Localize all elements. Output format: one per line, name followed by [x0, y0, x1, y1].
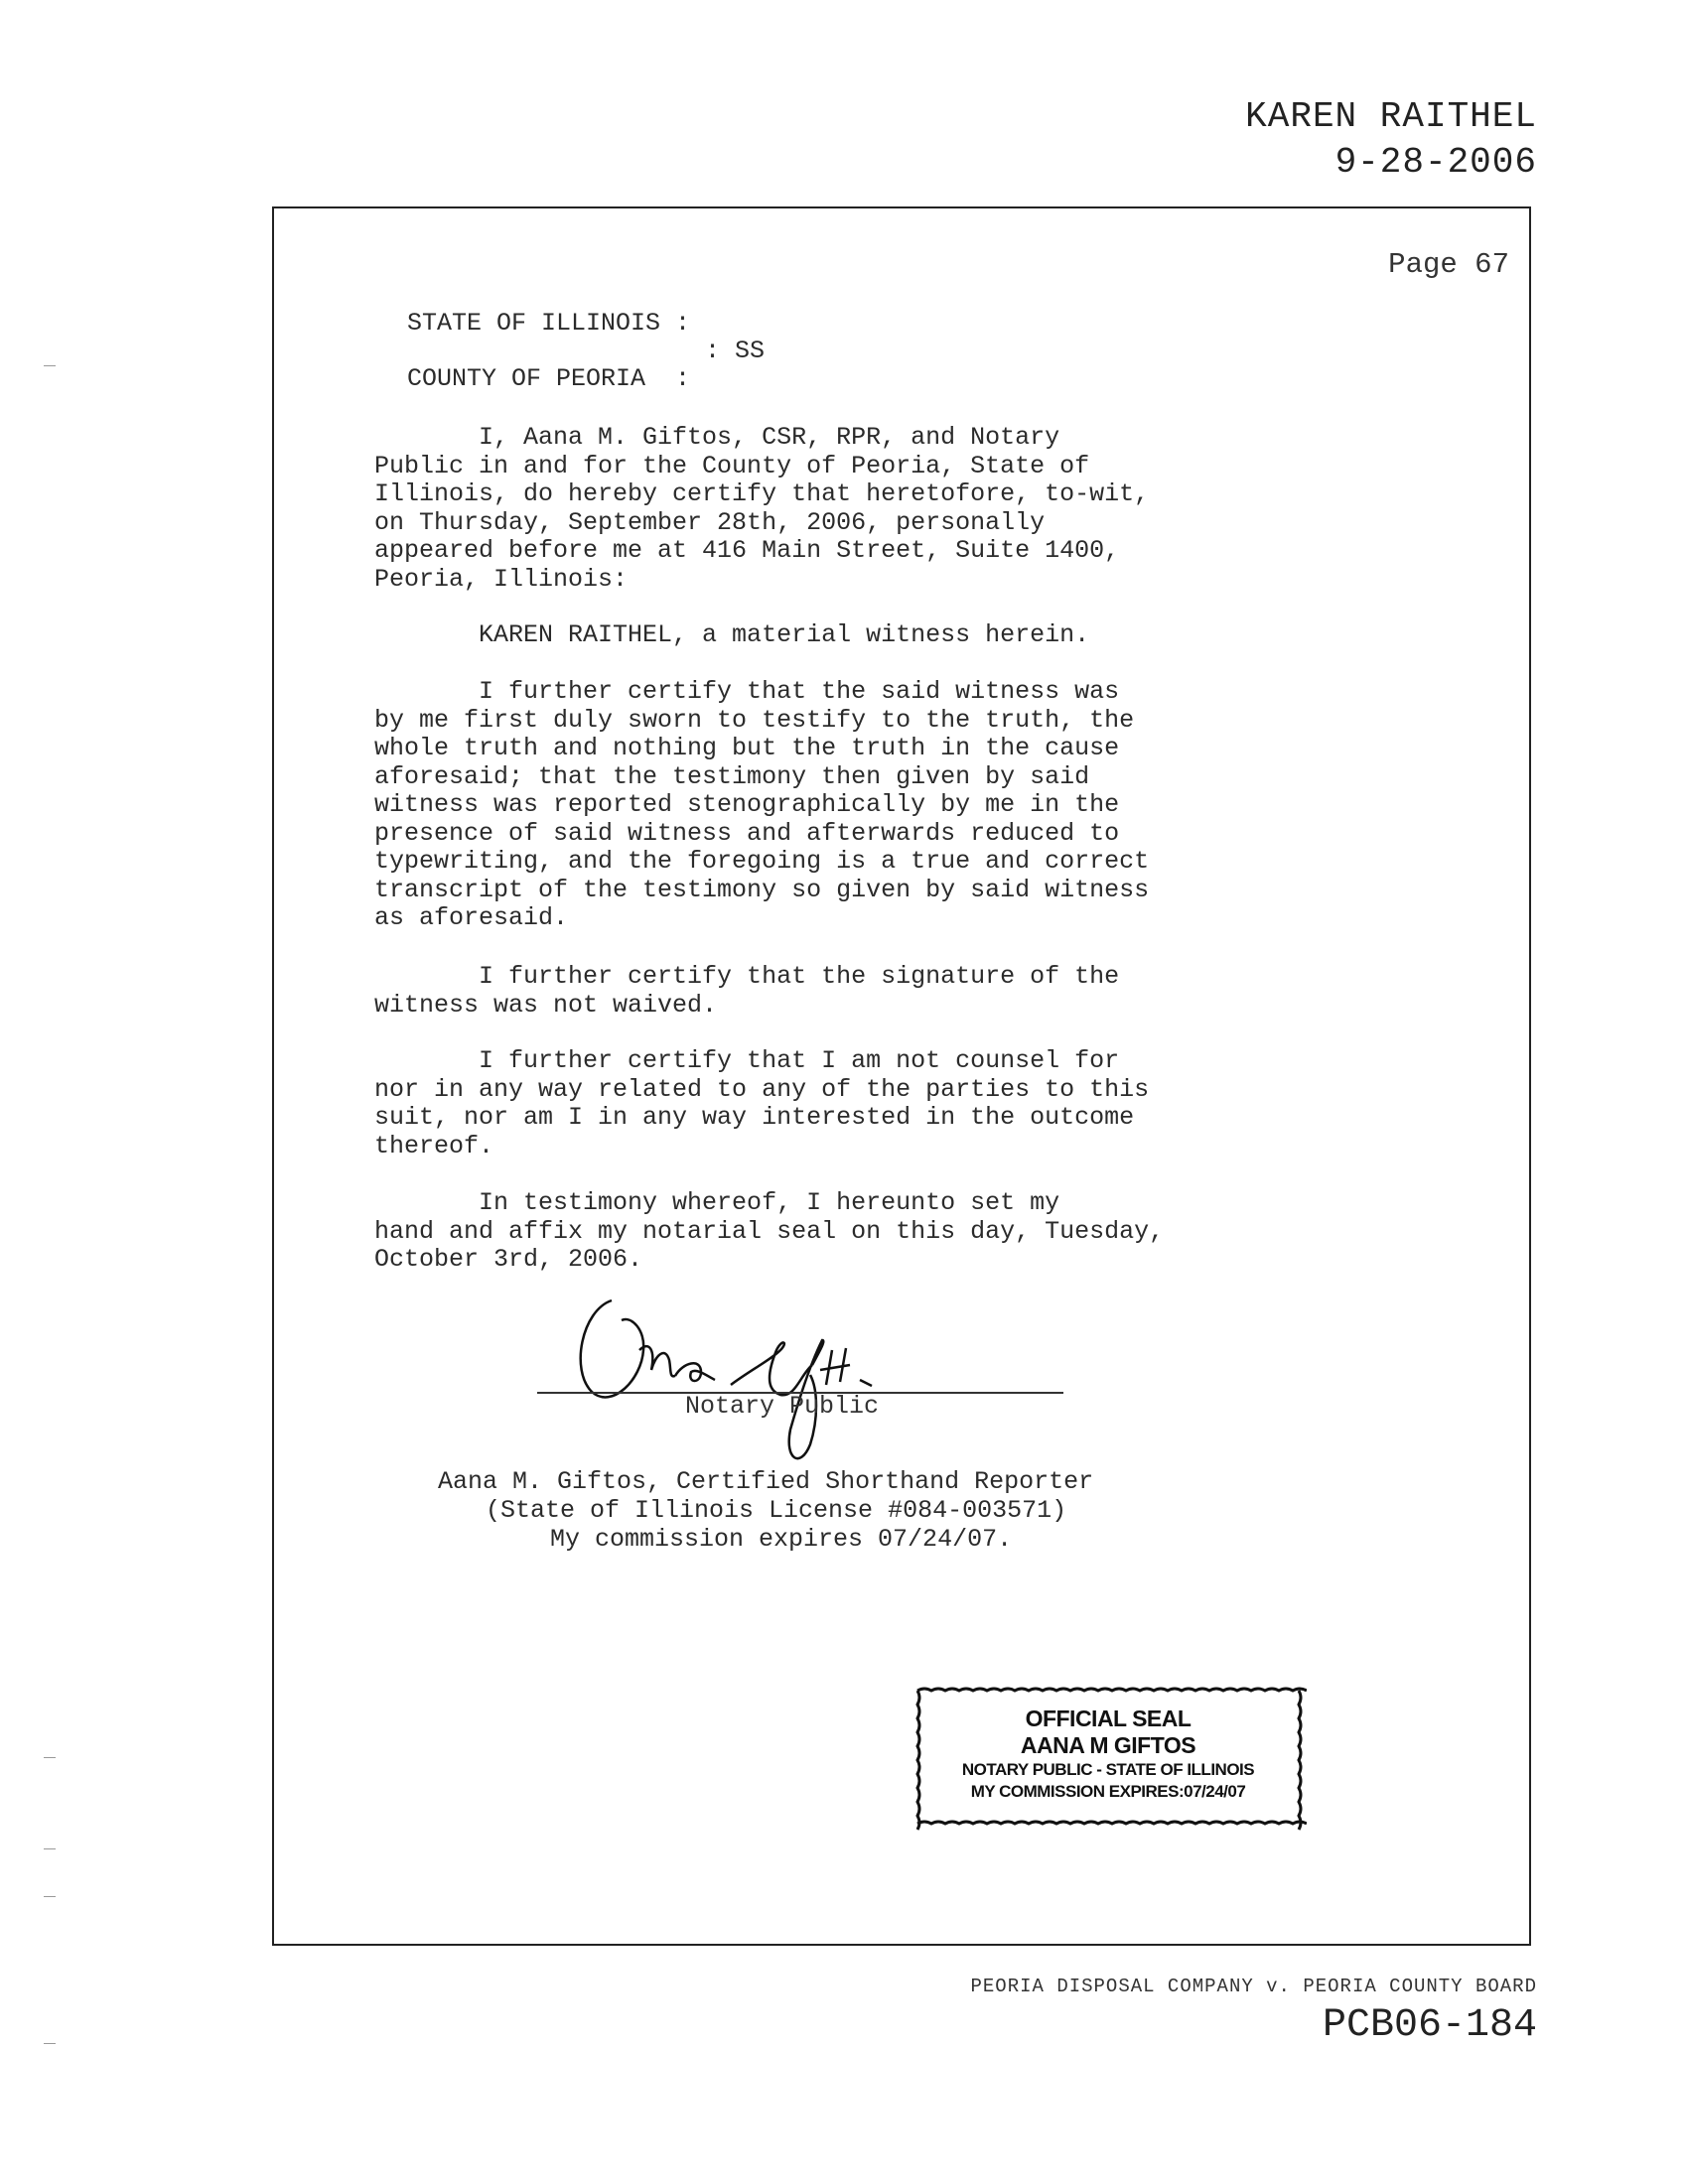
- signature-paragraph: [374, 963, 1119, 1020]
- text-line: thereof.: [374, 1131, 494, 1160]
- official-notary-seal: [910, 1683, 1307, 1832]
- text-line: typewriting, and the foregoing is a true and correct: [374, 847, 1150, 876]
- seal-jurisdiction: NOTARY PUBLIC - STATE OF ILLINOIS: [961, 1760, 1255, 1779]
- deposition-date: 9-28-2006: [1334, 142, 1537, 183]
- notary-signature: [552, 1281, 929, 1479]
- text-line: appeared before me at 416 Main Street, Suite 1400,: [374, 536, 1120, 565]
- case-caption: PEORIA DISPOSAL COMPANY v. PEORIA COUNTY BOARD: [970, 1976, 1537, 1997]
- text-line: witness was reported stenographically by me in the: [374, 790, 1120, 819]
- seal-name: AANA M GIFTOS: [1020, 1732, 1196, 1758]
- text-line: I further certify that the signature of the: [374, 962, 1120, 991]
- deponent-name: KAREN RAITHEL: [1245, 96, 1537, 137]
- margin-mark: [44, 1757, 56, 1758]
- text-line: hand and affix my notarial seal on this day, Tuesday,: [374, 1216, 1165, 1246]
- text-line: I, Aana M. Giftos, CSR, RPR, and Notary: [374, 423, 1060, 452]
- text-line: Illinois, do hereby certify that heretofore, to-wit,: [374, 479, 1150, 508]
- text-line: suit, nor am I in any way interested in the outcome: [374, 1103, 1135, 1132]
- page-number: Page 67: [1388, 248, 1509, 281]
- margin-mark: [44, 1848, 56, 1849]
- reporter-commission: My commission expires 07/24/07.: [550, 1525, 1013, 1554]
- reporter-name: Aana M. Giftos, Certified Shorthand Reporter: [438, 1467, 1094, 1496]
- seal-expiration: MY COMMISSION EXPIRES:07/24/07: [970, 1782, 1246, 1801]
- text-line: I further certify that the said witness was: [374, 677, 1120, 706]
- text-line: October 3rd, 2006.: [374, 1245, 643, 1274]
- margin-mark: [44, 1896, 56, 1897]
- text-line: Peoria, Illinois:: [374, 564, 629, 594]
- text-line: transcript of the testimony so given by said witness: [374, 875, 1150, 904]
- certification-paragraph-1: [374, 424, 1149, 594]
- sworn-paragraph: [374, 678, 1149, 933]
- text-line: as aforesaid.: [374, 903, 569, 932]
- reporter-block: [274, 1467, 1529, 1554]
- text-line: on Thursday, September 28th, 2006, personally: [374, 507, 1046, 537]
- text-line: In testimony whereof, I hereunto set my: [374, 1188, 1060, 1217]
- seal-title: OFFICIAL SEAL: [1025, 1706, 1192, 1731]
- venue-state: STATE OF ILLINOIS :: [407, 309, 691, 338]
- venue-county: COUNTY OF PEORIA :: [407, 364, 691, 393]
- text-line: KAREN RAITHEL, a material witness herein.: [374, 620, 1090, 649]
- text-line: Public in and for the County of Peoria, State of: [374, 451, 1090, 480]
- counsel-paragraph: [374, 1047, 1149, 1160]
- margin-mark: [44, 2043, 56, 2044]
- text-line: by me first duly sworn to testify to the truth, the: [374, 705, 1135, 735]
- text-line: I further certify that I am not counsel for: [374, 1046, 1120, 1075]
- text-line: aforesaid; that the testimony then given by said: [374, 761, 1090, 791]
- text-line: presence of said witness and afterwards reduced to: [374, 818, 1120, 848]
- testimony-paragraph: [374, 1189, 1164, 1275]
- venue-ss: : SS: [705, 337, 766, 365]
- text-line: witness was not waived.: [374, 990, 718, 1020]
- text-line: whole truth and nothing but the truth in the cause: [374, 734, 1120, 762]
- reporter-license: (State of Illinois License #084-003571): [486, 1496, 1067, 1525]
- transcript-page-frame: [272, 206, 1531, 1946]
- text-line: nor in any way related to any of the parties to this: [374, 1074, 1150, 1104]
- margin-mark: [44, 365, 56, 366]
- signature-caption: Notary Public: [685, 1392, 880, 1421]
- witness-paragraph: [374, 621, 1089, 650]
- case-number: PCB06-184: [1322, 2003, 1537, 2048]
